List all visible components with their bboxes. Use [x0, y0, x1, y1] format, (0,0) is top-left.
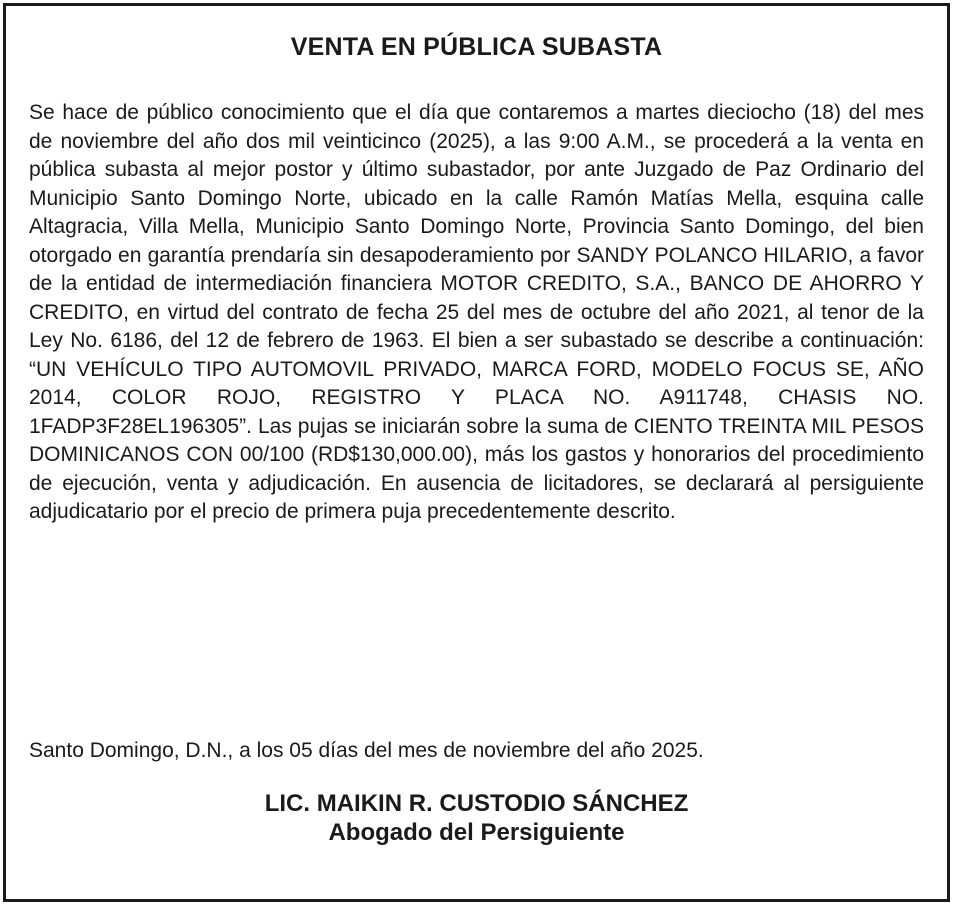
signature-block — [6, 789, 947, 847]
signer-name: LIC. MAIKIN R. CUSTODIO SÁNCHEZ — [264, 790, 689, 817]
notice-body: Se hace de público conocimiento que el día que contaremos a martes dieciocho (18) del mes de noviembre del año dos mil veinticinco (2025), a las 9:00 A.M., se procederá a la venta en pública subasta al mejor postor y último subastador, por ante Juzgado de Paz Ordinario del Municipio Santo Domingo Norte, ubicado en la calle Ramón Matías Mella, esquina calle Altagracia, Villa Mella, Municipio Santo Domingo Norte, Provincia Santo Domingo, del bien otorgado en garantía prendaría sin desapoderamiento por SANDY POLANCO HILARIO, a favor de la entidad de intermediación financiera MOTOR CREDITO, S.A., BANCO DE AHORRO Y CREDITO, en virtud del contrato de fecha 25 del mes de octubre del año 2021, al tenor de la Ley No. 6186, del 12 de febrero de 1963. El bien a ser subastado se describe a continuación: “UN VEHÍCULO TIPO AUTOMOVIL PRIVADO, MARCA FORD, MODELO FOCUS SE, AÑO 2014, COLOR ROJO, REGISTRO Y PLACA NO. A911748, CHASIS NO. 1FADP3F28EL196305”. Las pujas se iniciarán sobre la suma de CIENTO TREINTA MIL PESOS DOMINICANOS CON 00/100 (RD$130,000.00), más los gastos y honorarios del procedimiento de ejecución, venta y adjudicación. En ausencia de licitadores, se declarará al persiguiente adjudicatario por el precio de primera puja precedentemente descrito. — [29, 101, 924, 523]
auction-notice — [3, 3, 950, 902]
signer-role: Abogado del Persiguiente — [328, 819, 625, 846]
notice-title: VENTA EN PÚBLICA SUBASTA — [290, 33, 663, 61]
notice-dateline: Santo Domingo, D.N., a los 05 días del mes de noviembre del año 2025. — [29, 739, 704, 762]
